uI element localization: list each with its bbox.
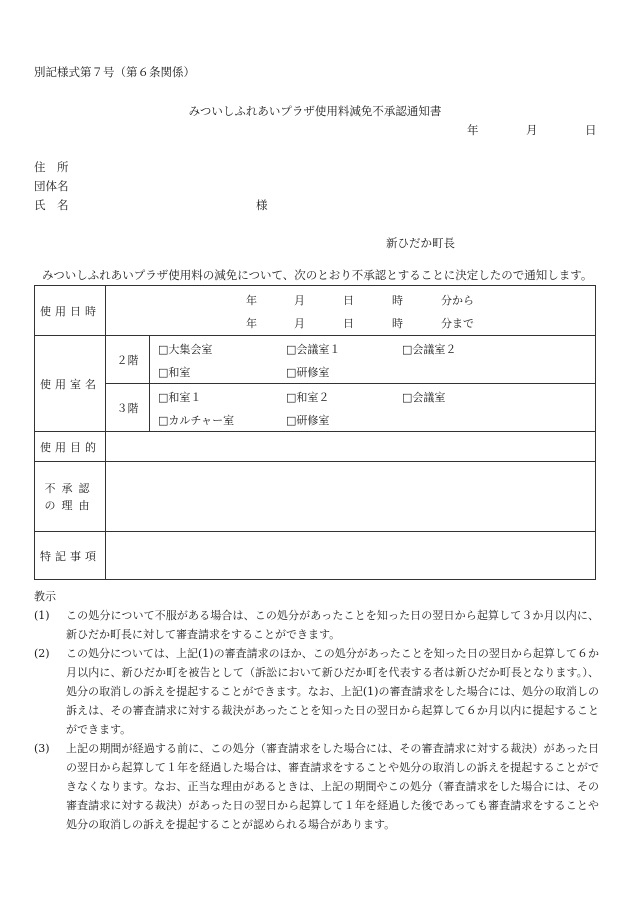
usage-datetime-label: 使用日時 — [35, 286, 106, 336]
date-year: 年 — [467, 123, 479, 137]
group-label: 団体名 — [34, 179, 69, 193]
reason-label-line-2: の理由 — [44, 498, 96, 512]
datetime-from-line — [106, 288, 595, 311]
reason-label-line-1: 不承認 — [44, 481, 96, 495]
usage-datetime-cell — [106, 286, 596, 336]
honorific: 様 — [256, 198, 268, 212]
instruction-number: (1) — [34, 609, 50, 622]
instruction-item — [34, 606, 599, 644]
remarks-label: 特記事項 — [35, 532, 106, 580]
room-checkbox-training-2f[interactable]: □研修室 — [286, 365, 330, 379]
purpose-label: 使用目的 — [35, 432, 106, 462]
floor2-label: ２階 — [106, 336, 150, 384]
issuer: 新ひだか町長 — [386, 236, 455, 250]
date-day: 日 — [585, 123, 597, 137]
room-checkbox-washitsu-2[interactable]: □和室２ — [286, 390, 330, 404]
room-checkbox-large-hall[interactable]: □大集会室 — [158, 342, 213, 356]
to-minute: 分まで — [441, 316, 474, 330]
address-label: 住 所 — [34, 160, 69, 174]
instruction-text: この処分については、上記(1)の審査請求のほか、この処分があったことを知った日の翌日から起算して６か月以内に、新ひだか町を被告として（訴訟において新ひだか町を代表する者は新ひだか町長となります。）、処分の取消しの訴えを提起することができます。なお、上記(1)の審査請求をした場合には、処分の取消しの訴えは、その審査請求に対する裁決があったことを知った日の翌日から起算して６か月以内に提起することができます。 — [66, 647, 599, 736]
intro-text: みついしふれあいプラザ使用料の減免について、次のとおり不承認とすることに決定したので通知します。 — [42, 268, 593, 282]
datetime-to-line — [106, 311, 595, 334]
remarks-field[interactable] — [106, 532, 596, 580]
application-table — [34, 285, 596, 580]
instruction-item — [34, 644, 599, 739]
from-day: 日 — [343, 293, 354, 307]
rooms-label: 使用室名 — [35, 336, 106, 432]
reason-label — [35, 462, 106, 532]
purpose-row — [35, 432, 596, 462]
to-day: 日 — [343, 316, 354, 330]
instruction-text: この処分について不服がある場合は、この処分があったことを知った日の翌日から起算して３か月以内に、新ひだか町長に対して審査請求をすることができます。 — [66, 609, 599, 641]
to-month: 月 — [294, 316, 305, 330]
from-hour: 時 — [392, 293, 403, 307]
from-month: 月 — [294, 293, 305, 307]
instructions-section — [34, 587, 599, 834]
floor3-label: ３階 — [106, 384, 150, 432]
from-year: 年 — [246, 293, 257, 307]
reason-field[interactable] — [106, 462, 596, 532]
room-checkbox-training-3f[interactable]: □研修室 — [286, 413, 330, 427]
instructions-heading: 教示 — [34, 590, 56, 603]
instruction-number: (3) — [34, 742, 50, 755]
usage-datetime-row — [35, 286, 596, 336]
room-checkbox-washitsu[interactable]: □和室 — [158, 365, 191, 379]
to-hour: 時 — [392, 316, 403, 330]
name-label: 氏 名 — [34, 198, 69, 212]
to-year: 年 — [246, 316, 257, 330]
instruction-text: 上記の期間が経過する前に、この処分（審査請求をした場合には、その審査請求に対する裁決）があった日の翌日から起算して１年を経過した場合は、審査請求をすることや処分の取消しの訴えを提起することができなくなります。なお、正当な理由があるときは、上記の期間やこの処分（審査請求をした場合には、その審査請求に対する裁決）があった日の翌日から起算して１年を経過した後であっても審査請求をすることや処分の取消しの訴えを提起することが認められる場合があります。 — [66, 742, 599, 831]
from-minute: 分から — [441, 293, 474, 307]
floor2-rooms — [150, 336, 596, 384]
purpose-field[interactable] — [106, 432, 596, 462]
remarks-row — [35, 532, 596, 580]
instruction-number: (2) — [34, 647, 50, 660]
floor3-rooms — [150, 384, 596, 432]
room-checkbox-meeting-3f[interactable]: □会議室 — [402, 390, 446, 404]
date-month: 月 — [526, 123, 538, 137]
reason-row — [35, 462, 596, 532]
room-checkbox-washitsu-1[interactable]: □和室１ — [158, 390, 202, 404]
room-checkbox-meeting-2[interactable]: □会議室２ — [402, 342, 457, 356]
form-label: 別記様式第７号（第６条関係） — [34, 65, 195, 79]
page-title: みついしふれあいプラザ使用料減免不承認通知書 — [188, 104, 442, 118]
room-checkbox-culture[interactable]: □カルチャー室 — [158, 413, 235, 427]
floor3-row — [35, 384, 596, 432]
room-checkbox-meeting-1[interactable]: □会議室１ — [286, 342, 341, 356]
instruction-item — [34, 739, 599, 834]
floor2-row — [35, 336, 596, 384]
